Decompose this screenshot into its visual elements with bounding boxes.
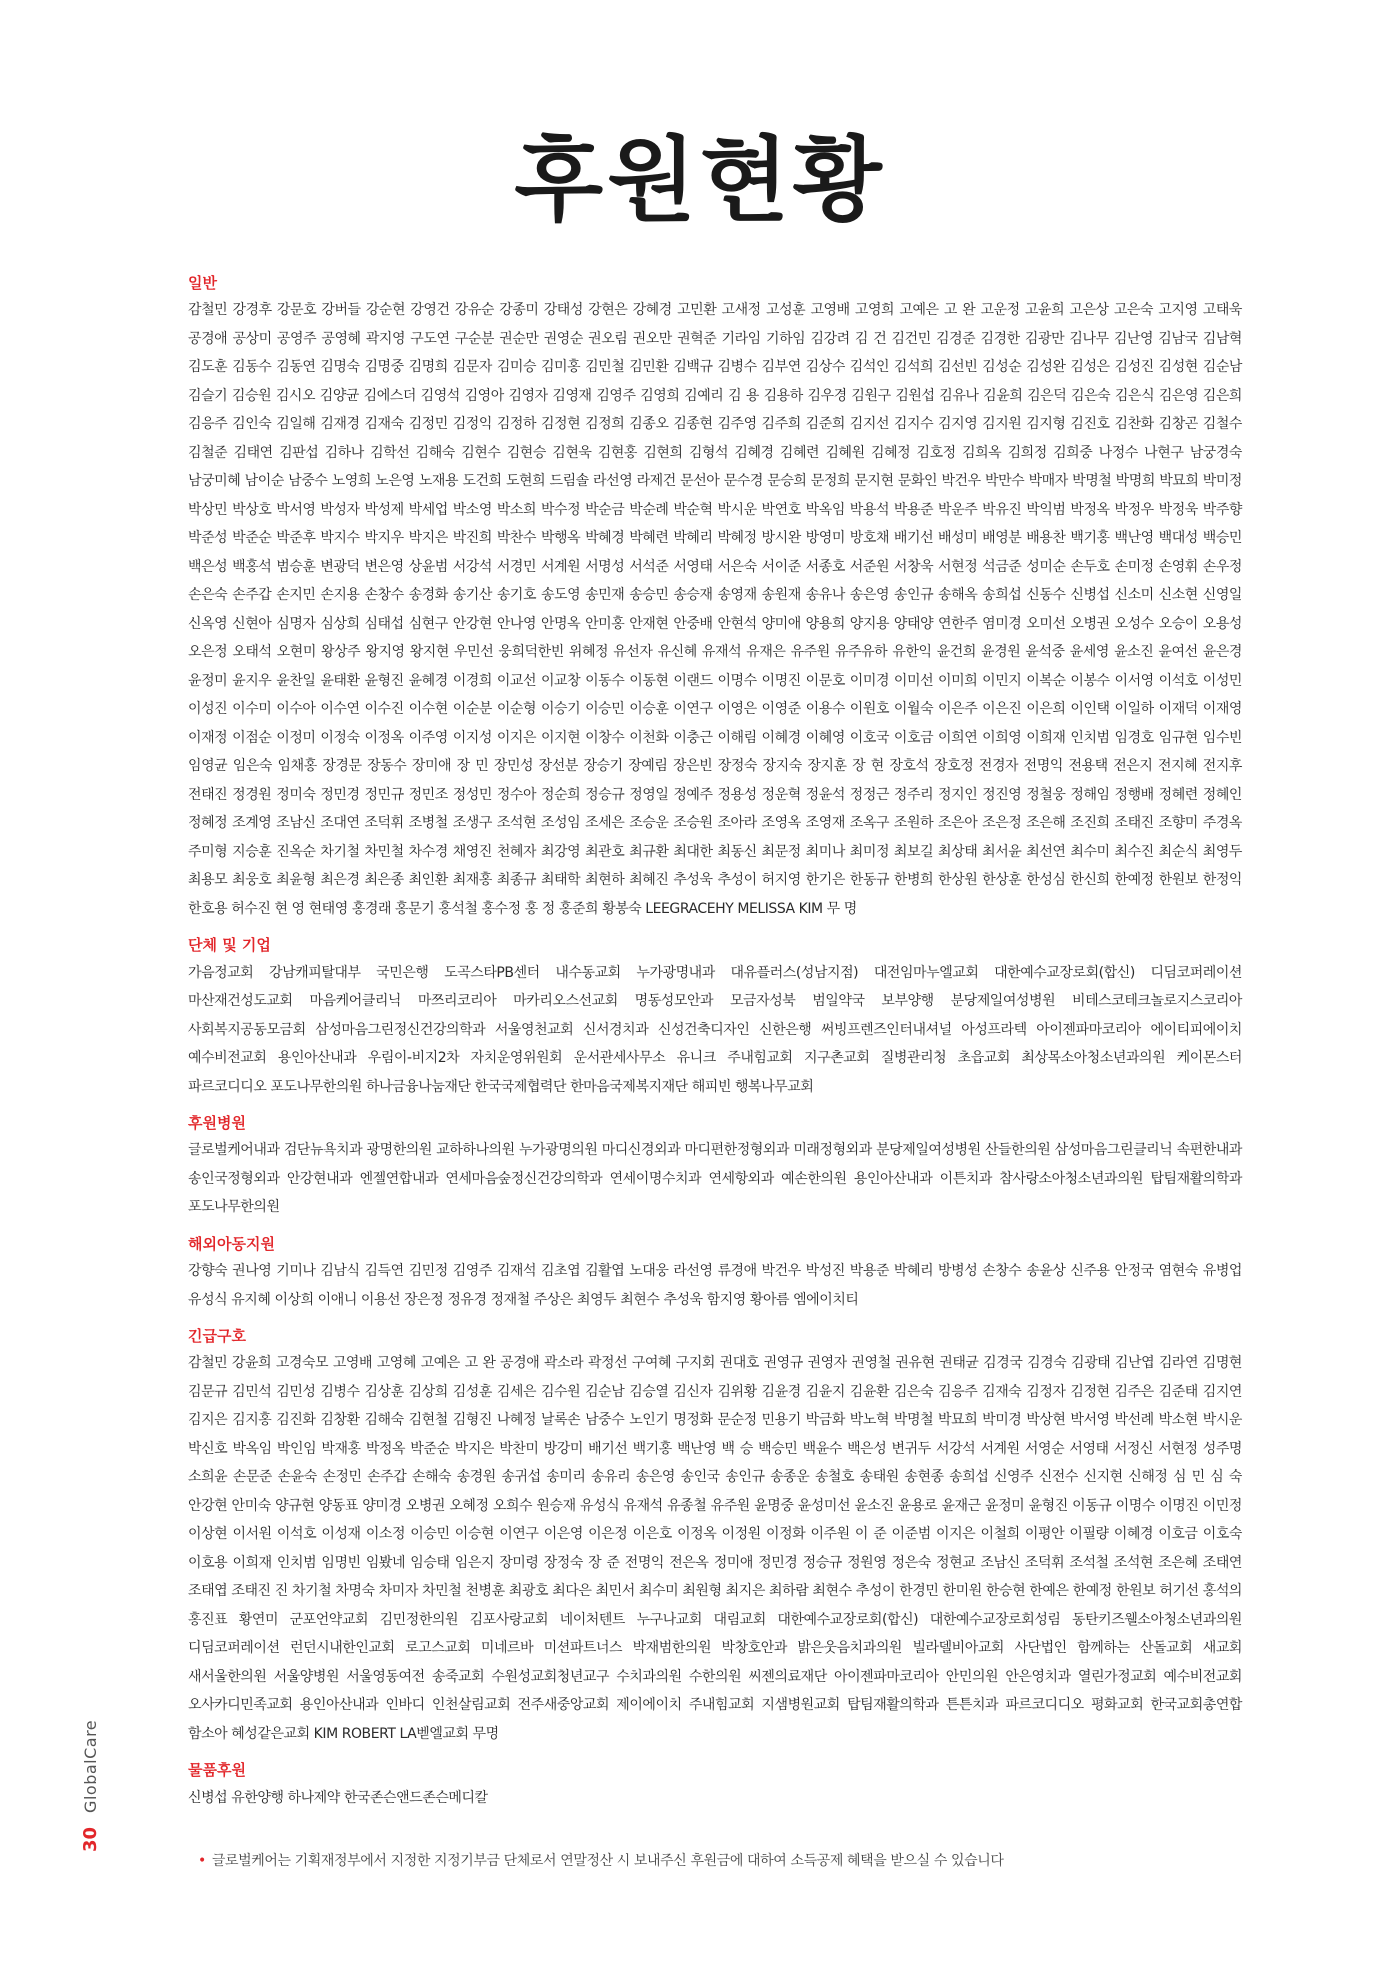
donor-list: [188, 273, 1242, 1824]
footnote-text: 글로벌케어는 기획재정부에서 지정한 지정기부금 단체로서 연말정산 시 보내주신 후원금에 대하여 소득공제 혜택을 받으실 수 있습니다: [211, 1853, 1004, 1869]
section-body-emergency-relief: 감철민 강윤희 고경숙모 고영배 고영혜 고예은 고 완 공경애 곽소라 곽정선 구여혜 구지회 권대호 권영규 권영자 권영철 권유현 권태균 김경국 김경숙 김광태 김난엽 김라연 김명현 김문규 김민석 김민성 김병수 김상훈 김상희 김성훈 김세은 김수원 김순남 김승열 김신자 김위황 김윤경 김윤지 김윤환 김은숙 김응주 김재숙 김정자 김정현 김주은 김준태 김지연 김지은 김지홍 김진화 김창환 김해숙 김현철 김형진 나혜정 날록손 남중수 노인기 명정화 문순정 민용기 박금화 박노혁 박명철 박묘희 박미경 박상현 박서영 박선례 박소현 박시운 박신호 박옥임 박인임 박재홍 박정옥 박준순 박지은 박찬미 방강미 배기선 백기홍 백난영 백 승 백승민 백윤수 백은성 변귀두 서강석 서계원 서영순 서영태 서정신 서현정 성주명 소희윤 손문준 손윤숙 손정민 손주갑 손해숙 송경원 송귀섭 송미리 송유리 송은영 송인국 송인규 송종운 송철호 송태원 송현종 송희섭 신영주 신전수 신지현 신해정 심 민 심 숙 안강현 안미숙 양규현 양동표 양미경 오병권 오혜정 오희수 원승재 유성식 유재석 유종철 유주원 윤명중 윤성미선 윤소진 윤용로 윤재근 윤정미 윤형진 이동규 이명수 이명진 이민정 이상현 이서원 이석호 이성재 이소정 이승민 이승현 이연구 이은영 이은정 이은호 이정옥 이정원 이정화 이주원 이 준 이준범 이지은 이철희 이평안 이필량 이혜경 이호금 이호숙 이호용 이희재 인치범 임명빈 임봤네 임승태 임은지 장미령 장정숙 장 준 전명익 전은옥 정미애 정민경 정승규 정원영 정은숙 정현교 조남신 조덕휘 조석철 조석현 조은혜 조태연 조태엽 조태진 진 차기철 차명숙 차미자 차민철 천병훈 최광호 최다은 최민서 최수미 최원형 최지은 최하람 최현수 추성이 한경민 한미원 한승현 한예은 한예정 한원보 허기선 홍석의 홍진표 황연미 군포언약교회 김민정한의원 김포사랑교회 네이처텐트 누구나교회 대림교회 대한예수교장로회(합신) 대한예수교장로회성림 동탄키즈웰소아청소년과의원 디딤코퍼레이션 런던시내한인교회 로고스교회 미네르바 미션파트너스 박재범한의원 박창호안과 밝은웃음치과의원 빌라델비아교회 사단법인 함께하는 산돌교회 새교회 새서울한의원 서울양병원 서울영동여전 송죽교회 수원성교회청년교구 수치과의원 수한의원 씨젠의료재단 아이젠파마코리아 안민의원 안은영치과 열린가정교회 예수비전교회 오사카디민족교회 용인아산내과 인바디 인천살림교회 전주새중앙교회 제이에이치 주내힘교회 지샘병원교회 탑팀재활의학과 튼튼치과 파르코디디오 평화교회 한국교회총연합 함소아 혜성같은교회 KIM ROBERT LA벧엘교회 무명: [188, 1355, 1242, 1742]
page-title: 후원현황: [514, 127, 886, 234]
section-heading-emergency-relief: 긴급구호: [188, 1327, 246, 1345]
section-heading-hospitals: 후원병원: [188, 1114, 246, 1132]
section-heading-organizations: 단체 및 기업: [188, 936, 271, 955]
section-in-kind: [188, 1760, 1242, 1812]
section-general: [188, 273, 1242, 923]
section-body-hospitals: 글로벌케어내과 검단뉴욕치과 광명한의원 교하하나의원 누가광명의원 마디신경외과 마디편한정형외과 미래정형외과 분당제일여성병원 산들한의원 삼성마음그린클리닉 속편한내과 송인국정형외과 안강현내과 엔젤연합내과 연세마음숲정신건강의학과 연세이명수치과 연세항외과 예손한의원 용인아산내과 이튼치과 참사랑소아청소년과의원 탑팀재활의학과 포도나무한의원: [188, 1142, 1242, 1216]
section-overseas-children: [188, 1234, 1242, 1314]
section-heading-in-kind: 물품후원: [188, 1761, 246, 1780]
footnote: [198, 1850, 1278, 1870]
brand-name: GlobalCare: [81, 1719, 100, 1813]
section-heading-general: 일반: [188, 274, 217, 292]
section-body-organizations: 가음정교회 강남캐피탈대부 국민은행 도곡스타PB센터 내수동교회 누가광명내과 대유플러스(성남지점) 대전임마누엘교회 대한예수교장로회(합신) 디딤코퍼레이션 마산재건성도교회 마음케어클리닉 마쯔리코리아 마카리오스선교회 명동성모안과 모금자성북 범일약국 보부양행 분당제일여성병원 비테스코테크놀로지스코리아 사회복지공동모금회 삼성마음그린정신건강의학과 서울영천교회 신서경치과 신성건축디자인 신한은행 써빙프렌즈인터내셔널 아성프라텍 아이젠파마코리아 에이티피에이치 예수비전교회 용인아산내과 우림이-비지2차 자치운영위원회 운서관세사무소 유니크 주내힘교회 지구촌교회 질병관리청 초읍교회 최상목소아청소년과의원 케이몬스터 파르코디디오 포도나무한의원 하나금융나눔재단 한국국제협력단 한마음국제복지재단 해피빈 행복나무교회: [188, 964, 1242, 1095]
footnote-bullet: •: [198, 1853, 206, 1869]
page-footer-vertical: [80, 1720, 101, 1852]
section-organizations: [188, 935, 1242, 1101]
section-body-overseas-children: 강향숙 권나영 기미나 김남식 김득연 김민정 김영주 김재석 김초엽 김활엽 노대웅 라선영 류경애 박건우 박성진 박용준 박혜리 방병성 손창수 송윤상 신주용 안정국 염현숙 유병업 유성식 유지혜 이상희 이애니 이용선 장은정 정유경 정재철 주상은 최영두 최현수 추성욱 함지영 황아름 엠에이치티: [188, 1263, 1242, 1308]
section-heading-overseas-children: 해외아동지원: [188, 1234, 275, 1253]
section-body-general: 감철민 강경후 강문호 강버들 강순현 강영건 강유순 강종미 강태성 강현은 강혜경 고민환 고새정 고성훈 고영배 고영희 고예은 고 완 고운정 고윤희 고은상 고은숙 고지영 고태욱 공경애 공상미 공영주 공영혜 곽지영 구도연 구순분 권순만 권영순 권오림 권오만 권혁준 기라임 기하임 김강려 김 건 김건민 김경준 김경한 김광만 김나무 김난영 김남국 김남혁 김도훈 김동수 김동연 김명숙 김명중 김명희 김문자 김미승 김미홍 김민철 김민환 김백규 김병수 김부연 김상수 김석인 김석희 김선빈 김성순 김성완 김성은 김성진 김성현 김순남 김슬기 김승원 김시오 김양균 김에스더 김영석 김영아 김영자 김영재 김영주 김영희 김예리 김 용 김용하 김우경 김원구 김원섭 김유나 김윤희 김은덕 김은숙 김은식 김은영 김은희 김응주 김인숙 김일해 김재경 김재숙 김정민 김정익 김정하 김정현 김정희 김종오 김종현 김주영 김주희 김준희 김지선 김지수 김지영 김지원 김지형 김진호 김찬화 김창곤 김철수 김철준 김태연 김판섭 김하나 김학선 김해숙 김현수 김현승 김현욱 김현홍 김현희 김형석 김혜경 김혜련 김혜원 김혜정 김호정 김희옥 김희정 김희중 나정수 나현구 남궁경숙 남궁미혜 남이순 남중수 노영희 노은영 노재용 도건희 도현희 드림솔 라선영 라제건 문선아 문수경 문승희 문정희 문지현 문화인 박건우 박만수 박매자 박명철 박명희 박묘희 박미정 박상민 박상호 박서영 박성자 박성제 박세업 박소영 박소희 박수정 박순금 박순례 박순혁 박시운 박연호 박옥임 박용석 박용준 박운주 박유진 박익범 박정옥 박정우 박정욱 박주향 박준성 박준순 박준후 박지수 박지우 박지은 박진희 박찬수 박행옥 박혜경 박혜련 박혜리 박혜정 방시완 방영미 방호채 배기선 배성미 배영분 배용찬 백기홍 백난영 백대성 백승민 백은성 백홍석 범승훈 변광덕 변은영 상윤범 서강석 서경민 서계원 서명성 서석준 서영태 서은숙 서이준 서종호 서준원 서창욱 서현정 석금준 성미순 손두호 손미정 손영휘 손우정 손은숙 손주갑 손지민 손지용 손창수 송경화 송기산 송기호 송도영 송민재 송승민 송승재 송영재 송원재 송유나 송은영 송인규 송해옥 송희섭 신동수 신병섭 신소미 신소현 신영일 신옥영 신현아 심명자 심상희 심태섭 심현구 안강현 안나영 안명옥 안미홍 안재현 안중배 안현석 양미애 양용희 양지용 양태양 연한주 염미경 오미선 오병권 오성수 오승이 오용성 오은정 오태석 오현미 왕상주 왕지영 왕지현 우민선 웅희덕한빈 위혜정 유선자 유신혜 유재석 유재은 유주원 유주유하 유한익 윤건희 윤경원 윤석중 윤세영 윤소진 윤여선 윤은경 윤정미 윤지우 윤찬일 윤태환 윤형진 윤혜경 이경희 이교선 이교창 이동수 이동현 이랜드 이명수 이명진 이문호 이미경 이미선 이미희 이민지 이복순 이봉수 이서영 이석호 이성민 이성진 이수미 이수아 이수연 이수진 이수현 이순분 이순형 이승기 이승민 이승훈 이연구 이영은 이영준 이용수 이원호 이월숙 이은주 이은진 이은희 이인택 이일하 이재덕 이재영 이재정 이점순 이정미 이정숙 이정옥 이주영 이지성 이지은 이지현 이창수 이천화 이충근 이해림 이혜경 이혜영 이호국 이호금 이희연 이희영 이희재 인치범 임경호 임규현 임수빈 임영균 임은숙 임채홍 장경문 장동수 장미애 장 민 장민성 장선분 장승기 장예림 장은빈 장정숙 장지숙 장지훈 장 현 장호석 장호정 전경자 전명익 전용택 전은지 전지혜 전지후 전태진 정경원 정미숙 정민경 정민규 정민조 정성민 정수아 정순희 정승규 정영일 정예주 정용성 정운혁 정윤석 정정근 정주리 정지인 정진영 정철웅 정해임 정행배 정혜련 정혜인 정혜정 조계영 조남신 조대연 조덕휘 조병철 조생구 조석현 조성임 조세은 조승운 조승원 조아라 조영옥 조영재 조옥구 조원하 조은아 조은정 조은해 조진희 조태진 조향미 주경옥 주미형 지승훈 진옥순 차기철 차민철 차수경 채영진 천혜자 최강영 최관호 최규환 최대한 최동신 최문정 최미나 최미정 최보길 최상태 최서윤 최선연 최수미 최수진 최순식 최영두 최용모 최웅호 최윤형 최은경 최은종 최인환 최재홍 최종규 최태학 최현하 최혜진 추성욱 추성이 허지영 한기은 한동규 한병희 한상원 한상훈 한성심 한신희 한예정 한원보 한정익 한호용 허수진 현 영 현태영 홍경래 홍문기 홍석철 홍수정 홍 정 홍준희 황봉숙 LEEGRACEHY MELISSA KIM 무 명: [188, 302, 1242, 917]
section-hospitals: [188, 1113, 1242, 1222]
page-number: 30: [80, 1826, 101, 1852]
section-emergency-relief: [188, 1326, 1242, 1748]
section-body-in-kind: 신병섭 유한양행 하나제약 한국존슨앤드존슨메디칼: [188, 1789, 488, 1806]
